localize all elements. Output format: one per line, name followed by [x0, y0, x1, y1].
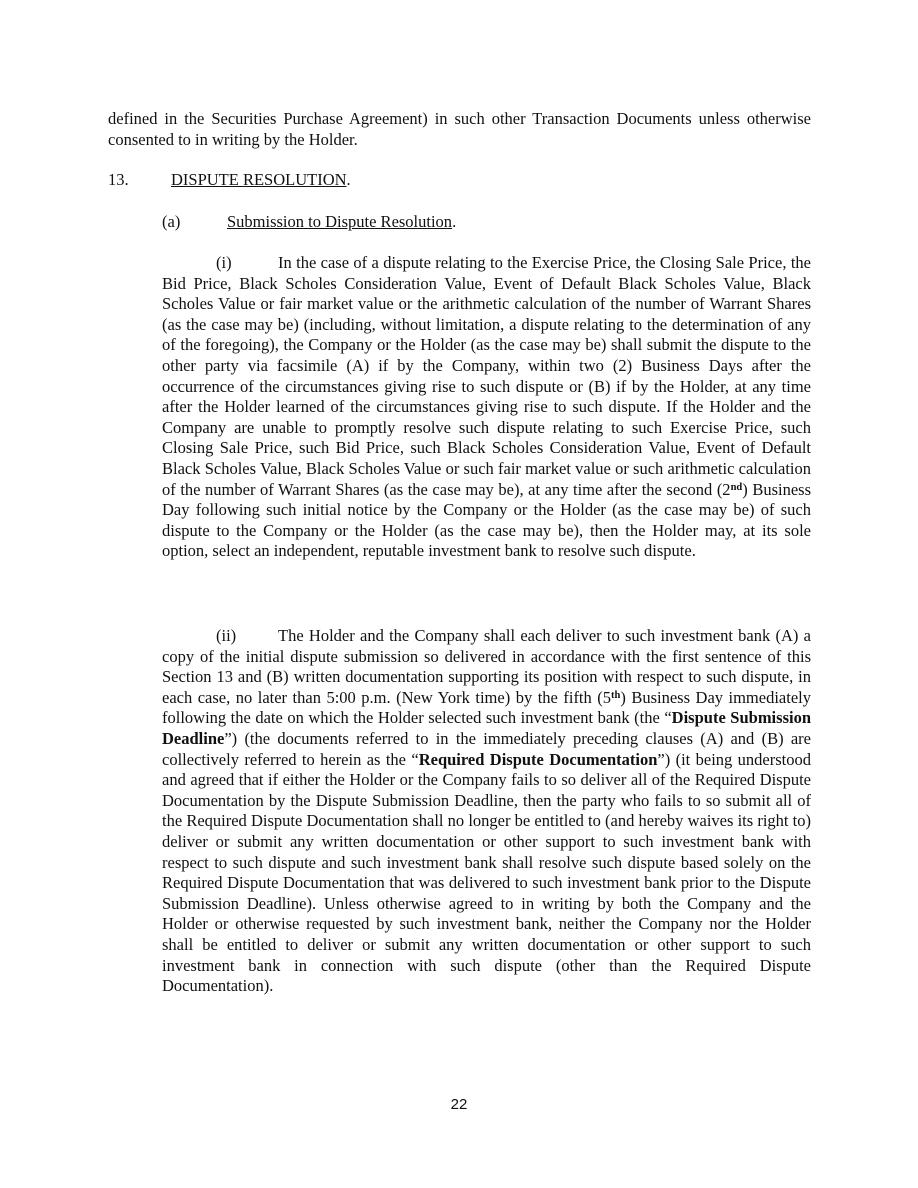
section-title: DISPUTE RESOLUTION	[171, 170, 347, 189]
section-number: 13.	[108, 170, 129, 189]
paragraph-i-text-1: In the case of a dispute relating to the Exercise Price, the Closing Sale Price, the Bid Price, Black Scholes Consideration Value, Event of Default Black Scholes Value, Black Scholes Value or fair market value or the arithmetic calculation of the number of Warrant Shares (as the case may be) (including, without limitation, a dispute relating to the determination of any of the foregoing), the Company or the Holder (as the case may be) shall submit the dispute to the other party via facsimile (A) if by the Company, within two (2) Business Days after the occurrence of the circumstances giving rise to such dispute or (B) if by the Holder, at any time after the Holder learned of the circumstances giving rise to such dispute. If the Holder and the Company are unable to promptly resolve such dispute relating to such Exercise Price, such Closing Sale Price, such Bid Price, such Black Scholes Consideration Value, Event of Default Black Scholes Value, Black Scholes Value or such fair market value or such arithmetic calculation of the number of Warrant Shares (as the case may be), at any time after the second (2	[162, 253, 811, 499]
section-title-period: .	[346, 170, 351, 189]
paragraph-ii-text-1: The Holder and the Company shall each deliver to such investment bank (A) a copy of the initial dispute submission so delivered in accordance with the first sentence of this Section 13 and (B) written documentation supporting its position with respect to such dispute, in each case, no later than 5:00 p.m. (New York time) by the fifth (5	[162, 626, 811, 707]
subsection-label: (a)	[162, 212, 181, 231]
subsection-title-period: .	[452, 212, 457, 231]
paragraph-ii-label: (ii)	[216, 626, 237, 645]
paragraph-i-superscript: nd	[730, 481, 743, 493]
defined-term-required-dispute-documentation: Required Dispute Documentation	[418, 749, 658, 769]
defined-term-dispute-submission-deadline: Dispute Submission Deadline	[162, 708, 811, 748]
paragraph-ii-superscript: th	[611, 689, 621, 701]
paragraph-ii-text-2: ) Business Day immediately following the date on which the Holder selected such investment bank (the “	[162, 687, 811, 728]
subsection-title-wrap	[227, 212, 456, 233]
paragraph-ii-text-3: ”) (the documents referred to in the immediately preceding clauses (A) and (B) are collectively referred to herein as the “	[162, 728, 811, 769]
paragraph-i	[162, 253, 811, 562]
intro-paragraph: defined in the Securities Purchase Agreement) in such other Transaction Documents unless otherwise consented to in writing by the Holder.	[108, 109, 811, 149]
paragraph-ii	[162, 626, 811, 997]
subsection-title: Submission to Dispute Resolution	[227, 212, 453, 231]
paragraph-ii-text-4: ”) (it being understood and agreed that if either the Holder or the Company fails to so deliver all of the Required Dispute Documentation by the Dispute Submission Deadline, then the party who fails to so submit all of the Required Dispute Documentation shall no longer be entitled to (and hereby waives its right to) deliver or submit any written documentation or other support to such investment bank with respect to such dispute and such investment bank shall resolve such dispute based solely on the Required Dispute Documentation that was delivered to such investment bank prior to the Dispute Submission Deadline). Unless otherwise agreed to in writing by both the Company and the Holder or otherwise requested by such investment bank, neither the Company nor the Holder shall be entitled to deliver or submit any written documentation or other support to such investment bank in connection with such dispute (other than the Required Dispute Documentation).	[162, 749, 811, 996]
page-number: 22	[450, 1096, 468, 1113]
paragraph-i-label: (i)	[216, 253, 232, 272]
paragraph-i-text-2: ) Business Day following such initial notice by the Company or the Holder (as the case may be) of such dispute to the Company or the Holder (as the case may be), then the Holder may, at its sole option, select an independent, reputable investment bank to resolve such dispute.	[162, 479, 811, 561]
section-title-wrap	[171, 170, 351, 191]
